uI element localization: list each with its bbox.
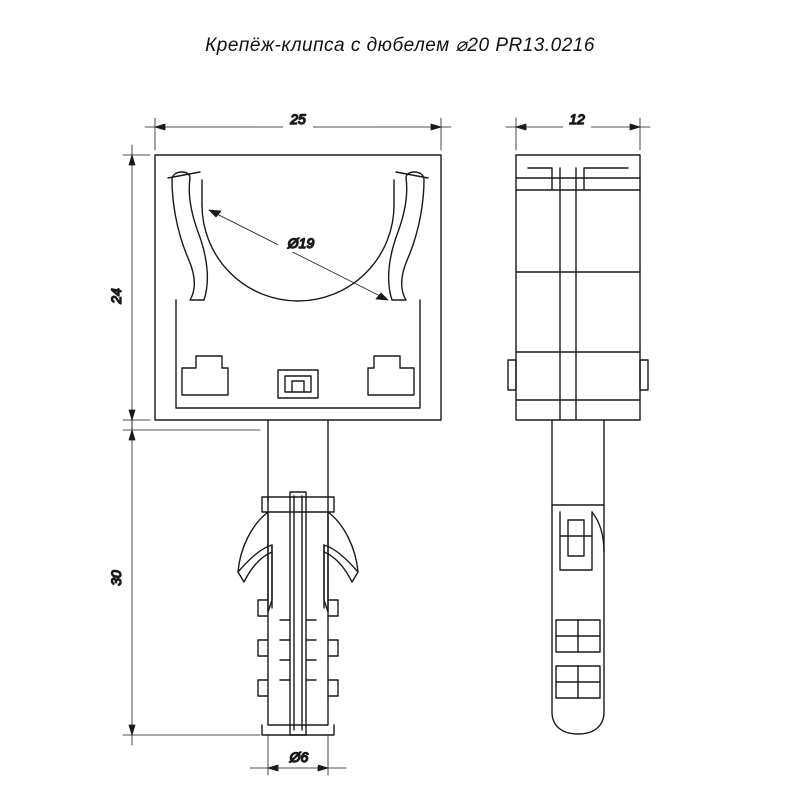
side-right-tab (640, 360, 648, 390)
left-barb-3 (258, 680, 268, 696)
arrow-width-left (155, 124, 165, 130)
inner-serrations-right (306, 620, 316, 680)
dowel-shank (268, 420, 328, 725)
side-clip-body (516, 155, 640, 420)
arrow-w12-right (630, 124, 640, 130)
arrow-d6-right (318, 765, 328, 771)
page-title: Крепёж-клипса с дюбелем ⌀20 PR13.0216 (205, 35, 595, 56)
dim-label-width-side: 12 (569, 111, 585, 127)
right-foot-pocket (368, 356, 414, 395)
side-wing-edge (592, 512, 604, 552)
dowel-tip (262, 725, 334, 735)
arrow-h30-top (129, 430, 135, 440)
dim-label-clip-height: 24 (108, 288, 124, 304)
arrow-width-right (431, 124, 441, 130)
inner-serrations-left (280, 620, 290, 680)
right-barb-3 (328, 680, 338, 696)
manufacturer-logo-glyph (292, 381, 304, 392)
arrow-d19-start (209, 210, 221, 217)
dimension-labels (108, 111, 591, 766)
left-foot-pocket (182, 356, 228, 395)
dowel-right-wing (324, 512, 358, 612)
side-left-tab (508, 360, 516, 390)
arrow-h30-bottom (129, 725, 135, 735)
left-barb-1 (258, 600, 268, 616)
dowel-collar (262, 497, 334, 512)
dim-label-width-front: 25 (290, 111, 306, 127)
right-barb-2 (328, 640, 338, 656)
side-view (508, 155, 648, 734)
right-jaw-shoulder (396, 172, 428, 178)
manufacturer-logo-inner (285, 376, 311, 392)
side-top-notch-left (528, 168, 552, 190)
clip-outer-body (155, 155, 441, 420)
dim-label-dowel-length: 30 (108, 570, 124, 586)
dim-label-dowel-diameter: Ø6 (289, 749, 309, 765)
clip-inner-bore (202, 205, 394, 301)
side-wing-window-inner (568, 520, 584, 556)
manufacturer-logo (278, 370, 318, 398)
dim-label-inner-diameter: Ø19 (287, 235, 315, 251)
arrow-d19-end (376, 293, 388, 300)
arrow-h24-top (129, 155, 135, 165)
side-top-notch-right (584, 168, 628, 190)
arrow-h24-bottom (129, 410, 135, 420)
left-barb-2 (258, 640, 268, 656)
left-jaw-shoulder (168, 172, 200, 178)
right-barb-1 (328, 600, 338, 616)
arrow-d6-left (268, 765, 278, 771)
dowel-left-wing (238, 512, 272, 612)
dowel-center-pin (290, 492, 306, 735)
arrow-w12-left (516, 124, 526, 130)
dim-line-d19 (209, 210, 388, 300)
